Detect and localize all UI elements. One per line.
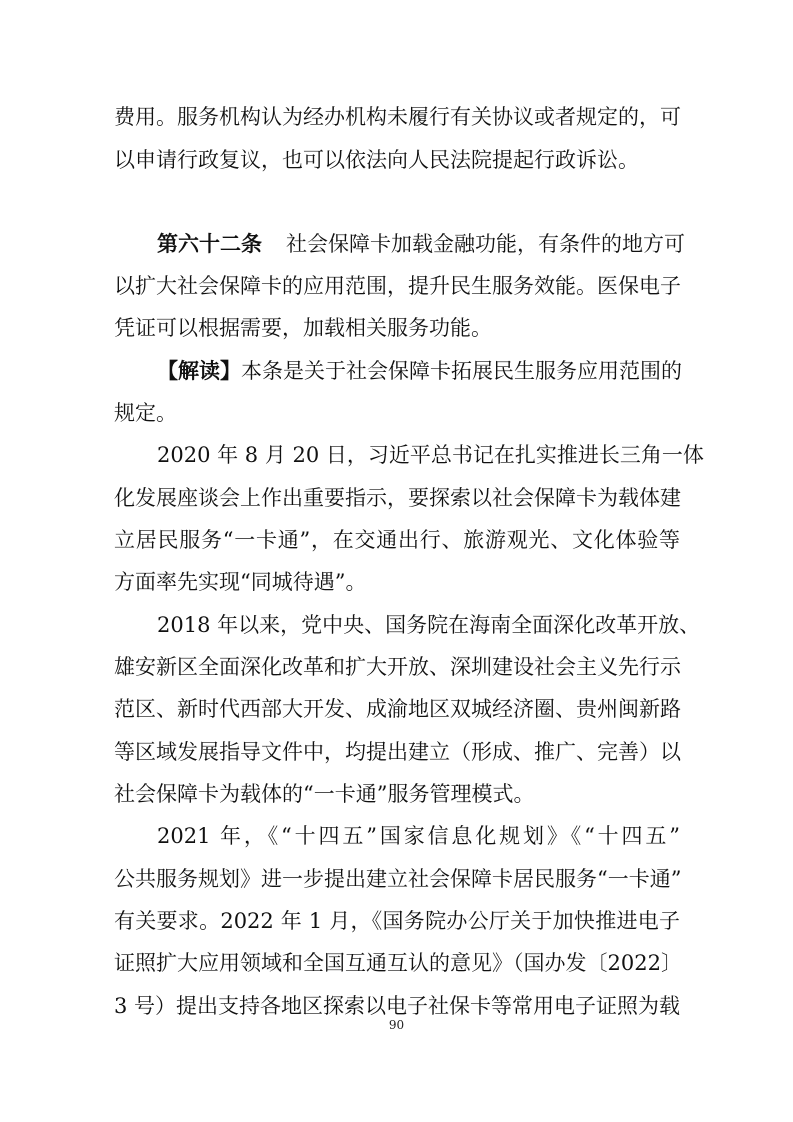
text-line: 等区域发展指导文件中，均提出建立（形成、推广、完善）以 — [114, 740, 681, 764]
text-line: 以扩大社会保障卡的应用范围，提升民生服务效能。医保电子 — [114, 274, 681, 298]
interpretation-first-line — [157, 351, 680, 391]
text-line: 以申请行政复议，也可以依法向人民法院提起行政诉讼。 — [114, 148, 639, 172]
text-line: 2018 年以来，党中央、国务院在海南全面深化改革开放、 — [157, 613, 701, 637]
text-line: 化发展座谈会上作出重要指示，要探索以社会保障卡为载体建 — [114, 486, 681, 510]
text-line: 2021 年，《“十四五”国家信息化规划》《“十四五” — [157, 824, 680, 848]
text-line: 方面率先实现“同城待遇”。 — [114, 570, 367, 594]
text-line: 费用。服务机构认为经办机构未履行有关协议或者规定的，可 — [114, 105, 681, 129]
page-number: 90 — [388, 1018, 405, 1032]
text-line: 3 号）提出支持各地区探索以电子社保卡等常用电子证照为载 — [114, 994, 681, 1018]
text-line: 公共服务规划》进一步提出建立社会保障卡居民服务“一卡通” — [114, 867, 682, 891]
article-62-first-line — [157, 224, 685, 264]
article-heading: 第六十二条 — [157, 231, 262, 256]
article-text: 社会保障卡加载金融功能，有条件的地方可 — [286, 232, 685, 256]
text-line: 2020 年 8 月 20 日，习近平总书记在扎实推进长三角一体 — [157, 443, 704, 467]
text-line: 有关要求。2022 年 1 月，《国务院办公厅关于加快推进电子 — [114, 909, 680, 933]
text-line: 凭证可以根据需要，加载相关服务功能。 — [114, 316, 492, 340]
text-line: 雄安新区全面深化改革和扩大开放、深圳建设社会主义先行示 — [114, 655, 681, 679]
text-line: 立居民服务“一卡通”，在交通出行、旅游观光、文化体验等 — [114, 528, 680, 552]
text-line: 规定。 — [114, 401, 177, 425]
interpretation-text: 本条是关于社会保障卡拓展民生服务应用范围的 — [241, 359, 682, 383]
text-line: 社会保障卡为载体的“一卡通”服务管理模式。 — [114, 782, 535, 806]
text-line: 范区、新时代西部大开发、成渝地区双城经济圈、贵州闽新路 — [114, 697, 681, 721]
text-line: 证照扩大应用领域和全国互通互认的意见》（国办发〔2022〕 — [114, 951, 682, 975]
interpretation-label: 【解读】 — [157, 358, 241, 383]
